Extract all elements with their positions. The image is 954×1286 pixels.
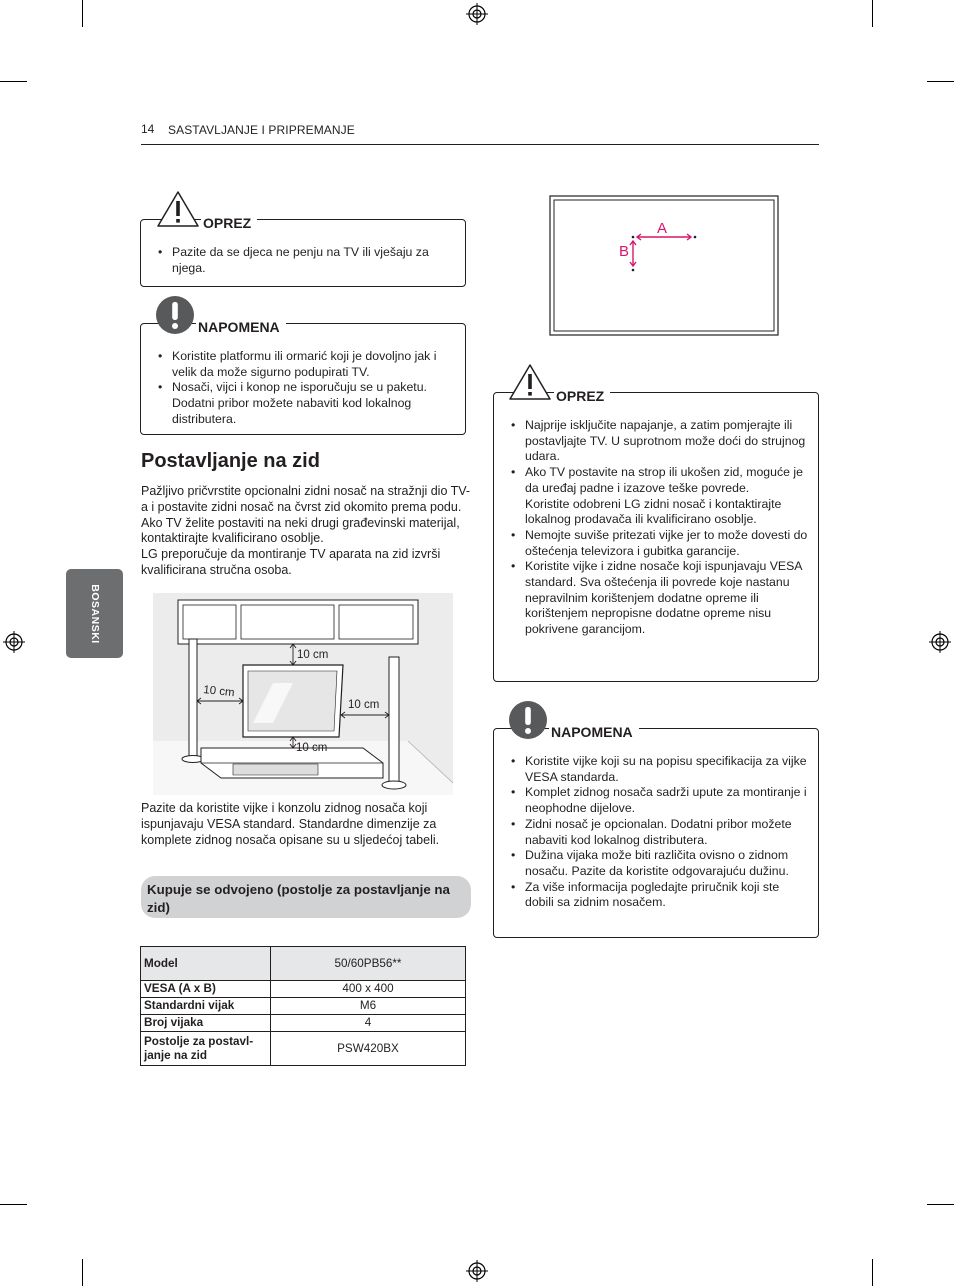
clearance-top-label: 10 cm	[297, 649, 329, 661]
table-value: 4	[271, 1015, 466, 1032]
clearance-right-label: 10 cm	[348, 699, 380, 711]
exclamation-icon	[155, 295, 195, 335]
vesa-paragraph: Pazite da koristite vijke i konzolu zidnog nosača koji ispunjavaju VESA standard. Standardne dimenzije za komplete zidnog nosača opisane su u sljedećoj tabeli.	[141, 801, 440, 847]
crop-mark	[82, 1259, 83, 1286]
crop-mark	[0, 81, 27, 82]
table-value: 400 x 400	[271, 981, 466, 998]
crop-mark	[82, 0, 83, 27]
clearance-left-label: 10 cm	[202, 684, 236, 700]
caution-item-text: Ako TV postavite na strop ili ukošen zid, moguće je da uređaj padne i izazove teške povrede.	[525, 465, 803, 495]
note-item: • Za više informacija pogledajte priručnik koji ste dobili sa zidnim nosačem.	[509, 880, 809, 911]
registration-mark-icon	[3, 631, 25, 653]
table-value: PSW420BX	[271, 1032, 466, 1066]
header-rule	[141, 144, 819, 145]
vesa-pattern-diagram	[549, 195, 780, 337]
clearance-bottom-label: 10 cm	[296, 742, 328, 754]
crop-mark	[872, 1259, 873, 1286]
crop-mark	[872, 0, 873, 27]
note-item: • Zidni nosač je opcionalan. Dodatni pribor možete nabaviti kod lokalnog distributera.	[509, 817, 809, 848]
section-heading: Postavljanje na zid	[141, 450, 320, 472]
section-title: SASTAVLJANJE I PRIPREMANJE	[168, 123, 355, 137]
note-item: • Koristite vijke koji su na popisu specifikacija za vijke VESA standarda.	[509, 754, 809, 785]
intro-paragraph: Pažljivo pričvrstite opcionalni zidni nosač na stražnji dio TV-a i postavite zidni nosač na čvrst zid okomito prema podu. Ako TV želite postaviti na neki drugi građevinski materijal, kontaktirajte kvalificirano osoblje.	[141, 484, 471, 546]
table-key: Broj vijaka	[141, 1015, 271, 1032]
note-item: • Nosači, vijci i konop ne isporučuju se u paketu. Dodatni pribor možete nabaviti kod lokalnog distributera.	[156, 380, 456, 427]
registration-mark-icon	[466, 1260, 488, 1282]
caution-label: OPREZ	[554, 388, 610, 404]
table-key: VESA (A x B)	[141, 981, 271, 998]
sold-separately-heading: Kupuje se odvojeno (postolje za postavljanje na zid)	[141, 876, 471, 918]
table-key: Postolje za postavl-janje na zid	[141, 1032, 271, 1066]
language-tab	[66, 569, 123, 658]
note-label: NAPOMENA	[196, 319, 286, 335]
crop-mark	[927, 1204, 954, 1205]
table-key: Model	[141, 947, 271, 981]
crop-mark	[0, 1204, 27, 1205]
table-value: M6	[271, 998, 466, 1015]
table-row	[141, 947, 466, 981]
table-row	[141, 981, 466, 998]
exclamation-icon	[508, 700, 548, 740]
crop-mark	[927, 81, 954, 82]
caution-item: • Nemojte suviše pritezati vijke jer to može dovesti do oštećenja televizora i gubitka garancije.	[509, 528, 809, 559]
page-number: 14	[141, 122, 155, 136]
note-item: • Koristite platformu ili ormarić koji je dovoljno jak i velik da može sigurno podupirati TV.	[156, 349, 456, 380]
note-box	[493, 728, 819, 938]
caution-item	[509, 465, 809, 528]
language-tab-label: BOSANSKI	[88, 583, 101, 644]
spec-table	[140, 946, 466, 1066]
note-label: NAPOMENA	[549, 724, 639, 740]
caution-item-text: Koristite odobreni LG zidni nosač i kontaktirajte lokalnog prodavača ili kvalificirano osoblje.	[525, 496, 782, 527]
caution-item: • Pazite da se djeca ne penju na TV ili vješaju za njega.	[156, 245, 456, 276]
recommendation-paragraph: LG preporučuje da montiranje TV aparata na zid izvrši kvalificirana stručna osoba.	[141, 547, 441, 577]
registration-mark-icon	[929, 631, 951, 653]
table-row	[141, 1032, 466, 1066]
table-row	[141, 1015, 466, 1032]
table-row	[141, 998, 466, 1015]
caution-item: • Koristite vijke i zidne nosače koji ispunjavaju VESA standard. Sva oštećenja ili povrede koje nastanu nepravilnim korištenjem dodatne opreme ili korištenjem nepropisne dodatne opreme nisu pokrivene garancijom.	[509, 559, 809, 638]
warning-icon	[156, 190, 200, 228]
table-key: Standardni vijak	[141, 998, 271, 1015]
registration-mark-icon	[466, 3, 488, 25]
note-box	[140, 323, 466, 435]
vesa-a-label: A	[657, 220, 668, 237]
caution-label: OPREZ	[201, 215, 257, 231]
caution-item: • Najprije isključite napajanje, a zatim pomjerajte ili postavljajte TV. U suprotnom može doći do strujnog udara.	[509, 418, 809, 465]
note-item: • Dužina vijaka može biti različita ovisno o zidnom nosaču. Pazite da koristite odgovarajuću dužinu.	[509, 848, 809, 879]
caution-box	[140, 219, 466, 287]
vesa-b-label: B	[619, 243, 630, 260]
wall-mount-clearance-diagram	[153, 593, 455, 795]
warning-icon	[508, 363, 552, 401]
table-value: 50/60PB56**	[271, 947, 466, 981]
note-item: • Komplet zidnog nosača sadrži upute za montiranje i neophodne dijelove.	[509, 785, 809, 816]
caution-box	[493, 392, 819, 682]
